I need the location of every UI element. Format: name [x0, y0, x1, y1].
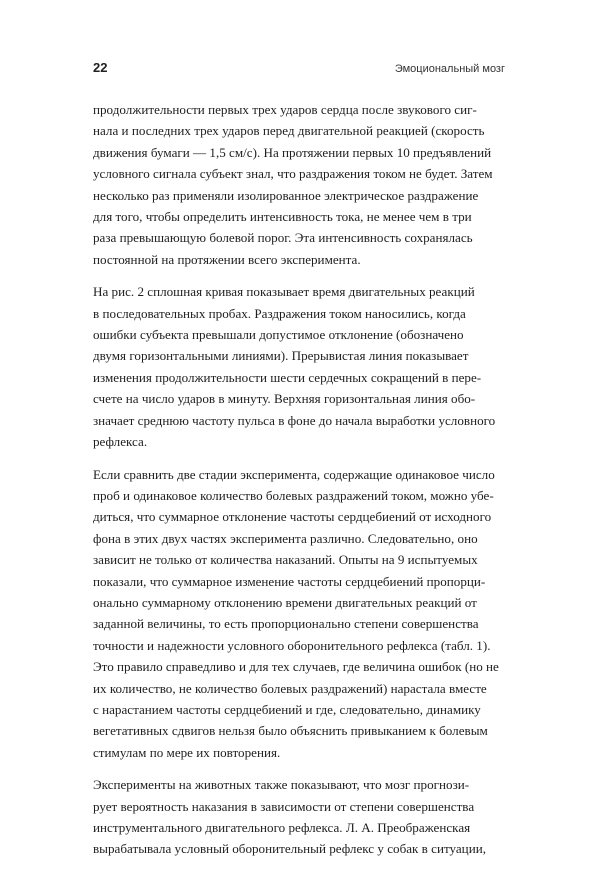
- text-line: изменения продолжительности шести сердечных сокращений в пере-: [93, 369, 482, 385]
- text-line: фона в этих двух частях эксперимента различно. Следовательно, оно: [93, 530, 478, 546]
- text-line: несколько раз применяли изолированное электрическое раздражение: [93, 187, 479, 203]
- body-text: [93, 99, 508, 871]
- text-line: их количество, не количество болевых раздражений) нарастала вместе: [93, 680, 487, 696]
- text-line: проб и одинаковое количество болевых раздражений током, можно убе-: [93, 487, 494, 503]
- text-line: инструментального двигательного рефлекса. Л. А. Преображенская: [93, 820, 471, 835]
- text-line: зависит не только от количества наказаний. Опыты на 9 испытуемых: [93, 552, 478, 568]
- text-line: постоянной на протяжении всего эксперимента.: [93, 251, 361, 267]
- text-line: На рис. 2 сплошная кривая показывает время двигательных реакций: [93, 284, 475, 300]
- text-line: для того, чтобы определить интенсивность тока, не менее чем в три: [93, 209, 472, 225]
- text-line: продолжительности первых трех ударов сердца после звукового сиг-: [93, 102, 477, 117]
- text-line: двумя горизонтальными линиями). Прерывистая линия показывает: [93, 348, 469, 364]
- text-line: счете на число ударов в минуту. Верхняя горизонтальная линия обо-: [93, 391, 476, 407]
- text-line: диться, что суммарное отклонение частоты сердцебиений от исходного: [93, 509, 492, 525]
- running-title: Эмоциональный мозг: [394, 63, 505, 75]
- text-line: раза превышающую болевой порог. Эта интенсивность сохранялась: [93, 230, 473, 246]
- text-line: значает среднюю частоту пульса в фоне до начала выработки условного: [93, 412, 496, 428]
- page-number: 22: [93, 60, 108, 75]
- text-line: точности и надежности условного оборонительного рефлекса (табл. 1).: [93, 637, 491, 653]
- text-line: в последовательных пробах. Раздражения током наносились, когда: [93, 305, 466, 321]
- text-line: нала и последних трех ударов перед двигательной реакцией (скорость: [93, 123, 485, 139]
- paragraph-2: [93, 281, 508, 452]
- text-line: рует вероятность наказания в зависимости от степени совершенства: [93, 798, 475, 814]
- text-line: показали, что суммарное изменение частоты сердцебиений пропорци-: [93, 573, 486, 589]
- text-line: онально суммарному отклонению времени двигательных реакций от: [93, 594, 477, 610]
- text-line: рефлекса.: [93, 434, 148, 450]
- text-line: ошибки субъекта превышали допустимое отклонение (обозначено: [93, 327, 464, 343]
- page-header: [93, 60, 505, 80]
- text-line: стимулам по мере их повторения.: [93, 744, 281, 760]
- text-line: движения бумаги — 1,5 см/с). На протяжении первых 10 предъявлений: [93, 144, 492, 160]
- text-line: вегетативных сдвигов нельзя было объяснить привыканием к болевым: [93, 723, 488, 739]
- paragraph-4: [93, 774, 508, 860]
- text-line: Это правило справедливо и для тех случаев, где величина ошибок (но не: [93, 659, 499, 675]
- text-line: Эксперименты на животных также показывают, что мозг прогнози-: [93, 777, 470, 793]
- text-line: условного сигнала субъект знал, что раздражения током не будет. Затем: [93, 166, 493, 182]
- text-line: заданной величины, то есть пропорционально степени совершенства: [93, 616, 479, 632]
- text-line: с нарастанием частоты сердцебиений и где, следовательно, динамику: [93, 701, 481, 717]
- text-line: Если сравнить две стадии эксперимента, содержащие одинаковое число: [93, 466, 495, 482]
- paragraph-3: [93, 464, 508, 764]
- text-line: вырабатывала условный оборонительный рефлекс у собак в ситуации,: [93, 841, 486, 857]
- paragraph-1: [93, 99, 508, 270]
